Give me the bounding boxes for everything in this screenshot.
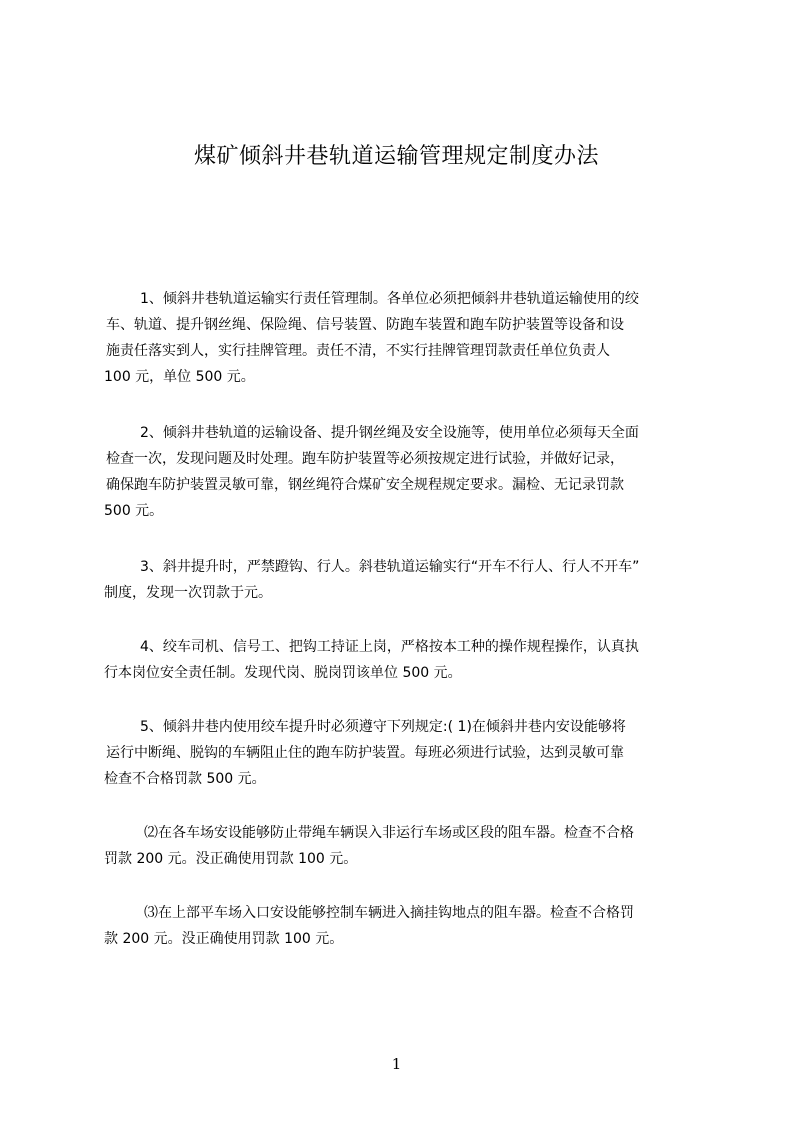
paragraph-line: 2、倾斜井巷轨道的运输设备、提升钢丝绳及安全设施等，使用单位必须每天全面 xyxy=(140,425,639,441)
paragraph-3 xyxy=(104,554,722,606)
paragraph-line: 制度，发现一次罚款于元。 xyxy=(104,585,272,601)
paragraph-line: 5、倾斜井巷内使用绞车提升时必须遵守下列规定:( 1)在倾斜井巷内安设能够将 xyxy=(140,719,626,735)
paragraph-line: 确保跑车防护装置灵敏可靠，钢丝绳符合煤矿安全规程规定要求。漏检、无记录罚款 xyxy=(106,477,624,493)
paragraph-5 xyxy=(104,714,722,792)
paragraph-line: 车、轨道、提升钢丝绳、保险绳、信号装置、防跑车装置和跑车防护装置等设备和设 xyxy=(106,317,624,333)
paragraph-4 xyxy=(104,634,722,686)
paragraph-line: 3、斜井提升时，严禁蹬钩、行人。斜巷轨道运输实行“开车不行人、行人不开车” xyxy=(140,559,640,575)
paragraph-line: 款 200 元。没正确使用罚款 100 元。 xyxy=(104,931,344,947)
paragraph-line: 500 元。 xyxy=(104,503,164,519)
paragraph-line: 罚款 200 元。没正确使用罚款 100 元。 xyxy=(104,851,358,867)
paragraph-line: 行本岗位安全责任制。发现代岗、脱岗罚该单位 500 元。 xyxy=(104,665,462,681)
document-title: 煤矿倾斜井巷轨道运输管理规定制度办法 xyxy=(193,144,599,169)
paragraph-7 xyxy=(104,900,722,952)
paragraph-line: 100 元，单位 500 元。 xyxy=(104,369,255,385)
paragraph-line: ⑵在各车场安设能够防止带绳车辆误入非运行车场或区段的阻车器。检查不合格 xyxy=(144,825,634,841)
paragraph-line: 1、倾斜井巷轨道运输实行责任管理制。各单位必须把倾斜井巷轨道运输使用的绞 xyxy=(140,291,639,307)
paragraph-1 xyxy=(104,286,722,390)
paragraph-line: 检查一次，发现问题及时处理。跑车防护装置等必须按规定进行试验，并做好记录， xyxy=(106,451,624,467)
paragraph-line: ⑶在上部平车场入口安设能够控制车辆进入摘挂钩地点的阻车器。检查不合格罚 xyxy=(144,905,634,921)
paragraph-line: 施责任落实到人，实行挂牌管理。责任不清，不实行挂牌管理罚款责任单位负责人 xyxy=(106,343,610,359)
paragraph-line: 4、绞车司机、信号工、把钩工持证上岗，严格按本工种的操作规程操作，认真执 xyxy=(140,639,639,655)
paragraph-6 xyxy=(104,820,722,872)
paragraph-line: 运行中断绳、脱钩的车辆阻止住的跑车防护装置。每班必须进行试验，达到灵敏可靠 xyxy=(106,745,624,761)
paragraph-2 xyxy=(104,420,722,524)
page-number: 1 xyxy=(391,1055,402,1073)
paragraph-line: 检查不合格罚款 500 元。 xyxy=(104,771,266,787)
